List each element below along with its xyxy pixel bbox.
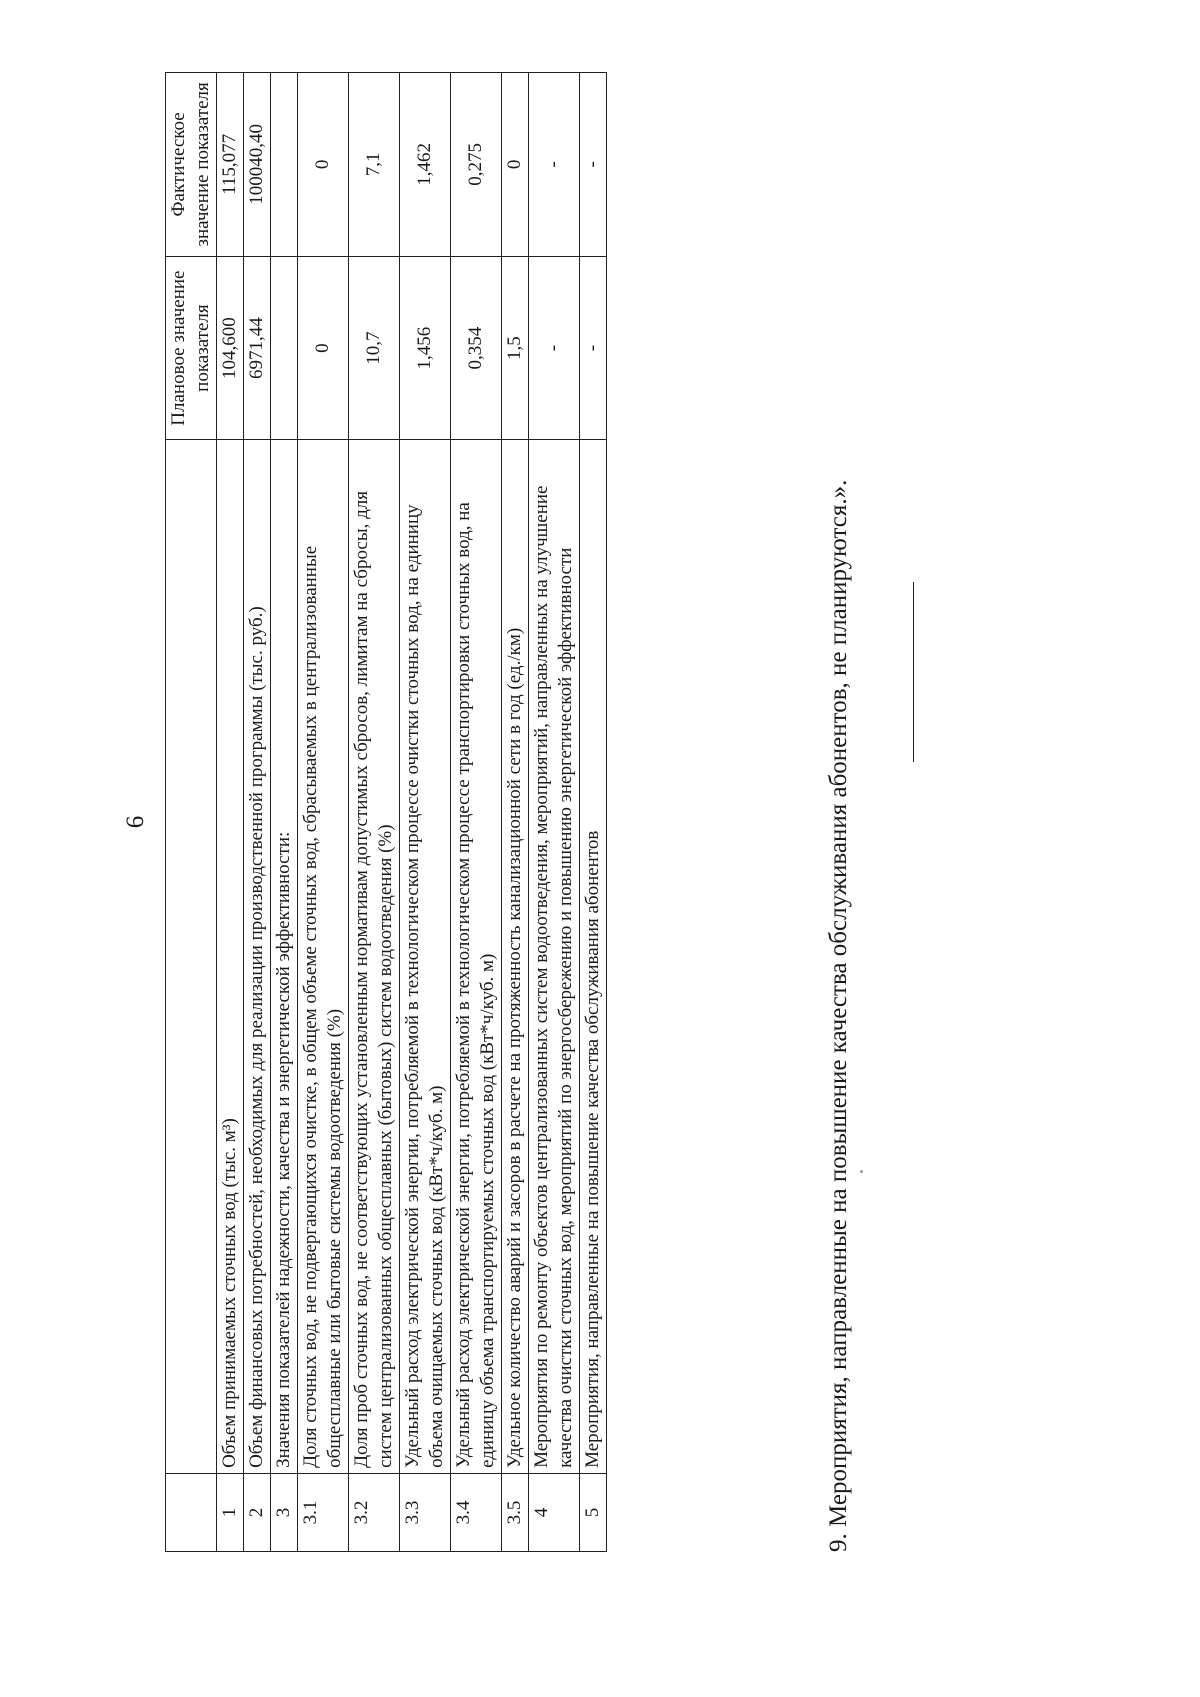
row-fact-value: 100040,40 <box>244 73 271 257</box>
row-name: Доля проб сточных вод, не соответствующих установленным нормативам допустимых сбросов, лимитам на сбросы, для систем централизованных общесплавных (бытовых) систем водоотведения (%) <box>349 440 400 1473</box>
header-name <box>166 440 217 1473</box>
row-plan-value: 1,5 <box>502 256 529 440</box>
rotated-content <box>165 72 925 1552</box>
row-plan-value: 104,600 <box>217 256 244 440</box>
row-plan-value: 0 <box>298 256 349 440</box>
indicators-table <box>165 72 607 1552</box>
row-fact-value <box>271 73 298 257</box>
row-plan-value: 6971,44 <box>244 256 271 440</box>
table-header-row <box>166 73 217 1552</box>
table-row <box>217 73 244 1552</box>
table-body <box>217 73 607 1552</box>
row-name: Объем финансовых потребностей, необходимых для реализации производственной программы (тыс. руб.) <box>244 440 271 1473</box>
row-fact-value: 115,077 <box>217 73 244 257</box>
row-name: Доля сточных вод, не подвергающихся очистке, в общем объеме сточных вод, сбрасываемых в централизованные общесплавные или бытовые системы водоотведения (%) <box>298 440 349 1473</box>
row-fact-value: - <box>580 73 607 257</box>
row-number: 3.3 <box>400 1473 451 1551</box>
table-row <box>400 73 451 1552</box>
row-name: Удельный расход электрической энергии, потребляемой в технологическом процессе транспортировки сточных вод, на единицу объема транспортируемых сточных вод (кВт*ч/куб. м) <box>451 440 502 1473</box>
header-number <box>166 1473 217 1551</box>
table-row <box>349 73 400 1552</box>
row-fact-value: 1,462 <box>400 73 451 257</box>
row-plan-value: 0,354 <box>451 256 502 440</box>
table-row <box>529 73 580 1552</box>
row-number: 3.4 <box>451 1473 502 1551</box>
scan-speck <box>860 1170 863 1173</box>
row-number: 4 <box>529 1473 580 1551</box>
row-plan-value: 10,7 <box>349 256 400 440</box>
footer-note: 9. Мероприятия, направленные на повышение качества обслуживания абонентов, не планируются.». <box>825 479 852 1552</box>
row-plan-value: - <box>580 256 607 440</box>
row-fact-value: 0 <box>298 73 349 257</box>
row-fact-value: 0 <box>502 73 529 257</box>
row-plan-value: 1,456 <box>400 256 451 440</box>
row-name: Значения показателей надежности, качества и энергетической эффективности: <box>271 440 298 1473</box>
row-name: Объем принимаемых сточных вод (тыс. м³) <box>217 440 244 1473</box>
table-row <box>271 73 298 1552</box>
row-number: 3 <box>271 1473 298 1551</box>
row-number: 2 <box>244 1473 271 1551</box>
page-number: 6 <box>122 815 149 829</box>
row-number: 3.2 <box>349 1473 400 1551</box>
table-row <box>451 73 502 1552</box>
header-plan: Плановое значение показателя <box>166 256 217 440</box>
row-name: Удельное количество аварий и засоров в расчете на протяженность канализационной сети в год (ед./км) <box>502 440 529 1473</box>
row-number: 3.5 <box>502 1473 529 1551</box>
row-fact-value: - <box>529 73 580 257</box>
row-number: 5 <box>580 1473 607 1551</box>
row-plan-value <box>271 256 298 440</box>
row-fact-value: 0,275 <box>451 73 502 257</box>
row-name: Мероприятия, направленные на повышение качества обслуживания абонентов <box>580 440 607 1473</box>
row-name: Удельный расход электрической энергии, потребляемой в технологическом процессе очистки сточных вод, на единицу объема очищаемых сточных вод (кВт*ч/куб. м) <box>400 440 451 1473</box>
table-row <box>298 73 349 1552</box>
row-name: Мероприятия по ремонту объектов централизованных систем водоотведения, мероприятий, направленных на улучшение качества очистки сточных вод, мероприятий по энергосбережению и повышению энергетической эффективности <box>529 440 580 1473</box>
table-row <box>580 73 607 1552</box>
row-number: 3.1 <box>298 1473 349 1551</box>
separator-line <box>913 582 914 762</box>
header-fact: Фактическое значение показателя <box>166 73 217 257</box>
row-number: 1 <box>217 1473 244 1551</box>
table-row <box>502 73 529 1552</box>
table-row <box>244 73 271 1552</box>
row-fact-value: 7,1 <box>349 73 400 257</box>
row-plan-value: - <box>529 256 580 440</box>
